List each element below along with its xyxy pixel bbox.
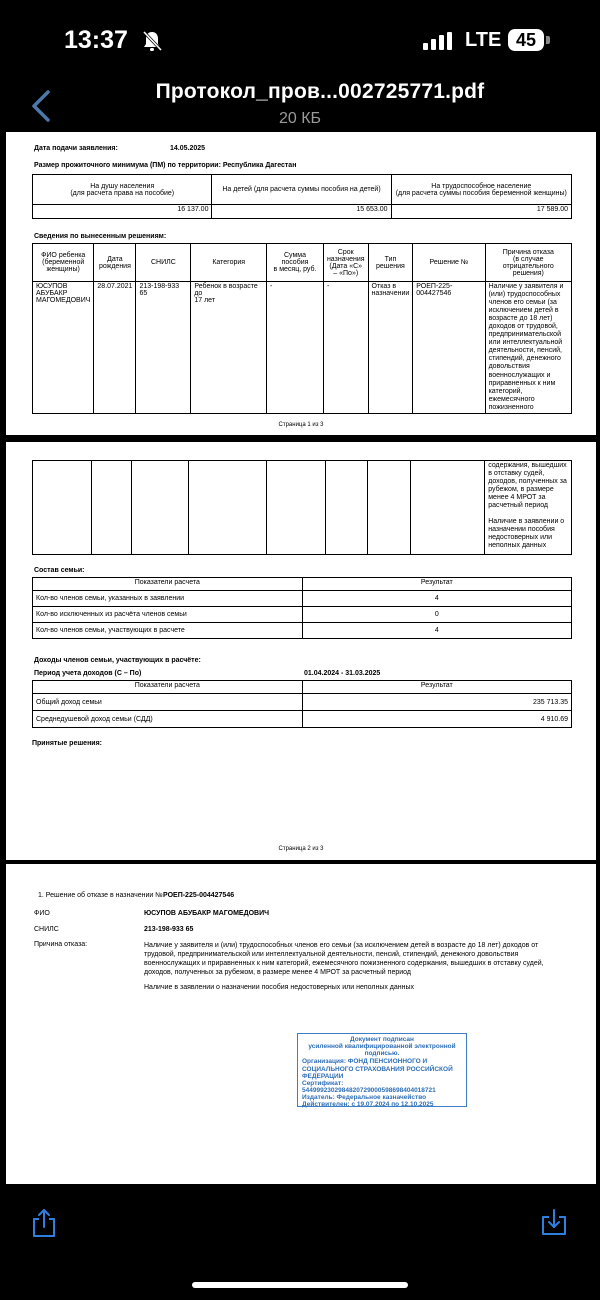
- table-row: [33, 282, 572, 414]
- dec-header-type: Тип решения: [368, 244, 413, 282]
- signal-icon: [423, 32, 453, 55]
- snils-value: 213-198-933 65: [144, 926, 194, 933]
- dec-reason-continued: содержания, вышедших в отставку судей, доходов, полученных за рубежом, в размере менее 4 МРОТ за расчетный период Наличие в заявлении о назначении пособия недостоверных или неполных данных: [485, 461, 572, 555]
- family-row-2-label: Кол-во исключенных из расчёта членов семьи: [33, 607, 303, 623]
- table-row: [33, 591, 572, 607]
- family-row-3-value: 4: [302, 623, 571, 639]
- stamp-title: Документ подписан усиленной квалифицированной электронной подписью.: [308, 1036, 456, 1058]
- bottom-toolbar: [0, 1184, 600, 1300]
- table-row: [33, 694, 572, 711]
- dec-header-fio: ФИО ребенка (беременной женщины): [33, 244, 94, 282]
- table-row: [33, 607, 572, 623]
- snils-label: СНИЛС: [34, 926, 59, 933]
- dec-type: Отказ в назначении: [368, 282, 413, 414]
- family-row-3-label: Кол-во членов семьи, участвующих в расчете: [33, 623, 303, 639]
- reason-label: Причина отказа:: [34, 941, 88, 948]
- pm-heading: Размер прожиточного минимума (ПМ) по территории: Республика Дагестан: [34, 162, 297, 169]
- pm-value-2: 15 653.00: [212, 205, 391, 219]
- family-row-2-value: 0: [302, 607, 571, 623]
- pm-value-3: 17 589.00: [391, 205, 571, 219]
- pdf-page-2: [6, 442, 596, 860]
- table-row: [33, 711, 572, 728]
- muted-bell-icon: [142, 30, 162, 57]
- dec-header-number: Решение №: [413, 244, 485, 282]
- income-header-2: Результат: [302, 681, 571, 694]
- dec-number: РОЕП-225-004427546: [413, 282, 485, 414]
- dec-birth: 28.07.2021: [94, 282, 136, 414]
- income-header-1: Показатели расчета: [33, 681, 303, 694]
- pm-header-2: На детей (для расчета суммы пособия на детей): [212, 175, 391, 205]
- dec-header-birth: Дата рождения: [94, 244, 136, 282]
- network-type: LTE: [465, 29, 502, 51]
- family-row-1-label: Кол-во членов семьи, указанных в заявлении: [33, 591, 303, 607]
- dec-term: -: [323, 282, 368, 414]
- dec-header-snils: СНИЛС: [136, 244, 191, 282]
- dec-category: Ребенок в возрасте до 17 лет: [191, 282, 267, 414]
- stamp-organization: Организация: ФОНД ПЕНСИОННОГО И СОЦИАЛЬНОГО СТРАХОВАНИЯ РОССИЙСКОЙ ФЕДЕРАЦИИ: [302, 1058, 453, 1080]
- dec-header-sum: Сумма пособия в месяц, руб.: [267, 244, 324, 282]
- income-row-2-label: Среднедушевой доход семьи (СДД): [33, 711, 303, 728]
- family-header-2: Результат: [302, 578, 571, 591]
- page-number-2: Страница 2 из 3: [278, 846, 324, 852]
- reason-text-2: Наличие в заявлении о назначении пособия недостоверных или неполных данных: [144, 984, 415, 991]
- dec-header-category: Категория: [191, 244, 267, 282]
- reason-text-1: Наличие у заявителя и (или) трудоспособных членов его семьи (за исключением детей в возрасте до 18 лет) доходов от трудовой, предпринимательской или интеллектуальной деятельности, пенсий, стипендий, денежного довольствия военнослужащих и приравненных к ним категорий, ежемесячного пожизненного содержания, вышедших в отставку судей, доходов, полученных за рубежом, в размере менее 4 МРОТ за расчетный период: [144, 942, 544, 977]
- share-icon[interactable]: [32, 1208, 56, 1243]
- home-indicator[interactable]: [192, 1282, 408, 1288]
- dec-fio: ЮСУПОВ АБУБАКР МАГОМЕДОВИЧ: [33, 282, 94, 414]
- pm-table: [32, 174, 572, 219]
- file-title: Протокол_пров...002725771.pdf: [155, 80, 485, 103]
- family-row-1-value: 4: [302, 591, 571, 607]
- dec-header-term: Срок назначения (Дата «С» – «По»): [323, 244, 368, 282]
- period-label: Период учета доходов (С – По): [34, 670, 142, 677]
- family-header-1: Показатели расчета: [33, 578, 303, 591]
- page-number-1: Страница 1 из 3: [278, 422, 324, 428]
- file-size: 20 КБ: [278, 110, 322, 127]
- table-row: [33, 623, 572, 639]
- pdf-page-3: [6, 864, 596, 1184]
- income-row-1-label: Общий доход семьи: [33, 694, 303, 711]
- electronic-signature-stamp: [297, 1033, 467, 1107]
- pm-value-1: 16 137.00: [33, 205, 212, 219]
- download-icon[interactable]: [540, 1208, 568, 1241]
- decision-item-number: РОЕП-225-004427546: [163, 892, 235, 899]
- decisions-made-label: Принятые решения:: [32, 740, 103, 747]
- stamp-validity: Действителен: с 19.07.2024 по 12.10.2025: [302, 1101, 434, 1109]
- family-table: [32, 577, 572, 639]
- decisions-table: [32, 243, 572, 414]
- decisions-table-continued: [32, 460, 572, 555]
- period-value: 01.04.2024 - 31.03.2025: [304, 670, 381, 677]
- application-date-label: Дата подачи заявления:: [34, 145, 118, 152]
- battery-icon: 45: [508, 29, 544, 51]
- pdf-viewer[interactable]: [6, 132, 596, 1184]
- pm-header-3: На трудоспособное население (для расчета суммы пособия беременной женщины): [391, 175, 571, 205]
- dec-sum: -: [267, 282, 324, 414]
- dec-reason: Наличие у заявителя и (или) трудоспособных членов его семьи (за исключением детей в возрасте до 18 лет) доходов от трудовой, предпринимательской или интеллектуальной деятельности, пенсий, стипендий, денежного довольствия военнослужащих и приравненных к ним категорий, ежемесячного пожизненного: [485, 282, 571, 414]
- stamp-issuer: Издатель: Федеральное казначейство: [302, 1094, 427, 1102]
- dec-header-reason: Причина отказа (в случае отрицательного решения): [485, 244, 571, 282]
- status-bar: [0, 0, 600, 80]
- battery-tip: [546, 36, 550, 44]
- dec-snils: 213-198-933 65: [136, 282, 191, 414]
- stamp-certificate: Сертификат: 544999230298482072900059869840401872​1: [302, 1079, 436, 1094]
- fio-label: ФИО: [34, 910, 50, 917]
- income-row-1-value: 235 713.35: [302, 694, 571, 711]
- status-time: 13:37: [64, 26, 128, 54]
- viewer-header: [0, 80, 600, 132]
- fio-value: ЮСУПОВ АБУБАКР МАГОМЕДОВИЧ: [144, 910, 270, 917]
- income-table: [32, 680, 572, 728]
- income-heading: Доходы членов семьи, участвующих в расчёте:: [34, 657, 201, 664]
- application-date-value: 14.05.2025: [170, 145, 206, 152]
- income-row-2-value: 4 910.69: [302, 711, 571, 728]
- decision-item-label: 1. Решение об отказе в назначении №: [38, 892, 163, 899]
- decisions-heading: Сведения по вынесенным решениям:: [34, 233, 167, 240]
- pm-header-1: На душу населения (для расчета права на пособие): [33, 175, 212, 205]
- pdf-page-1: [6, 132, 596, 435]
- family-heading: Состав семьи:: [34, 567, 85, 574]
